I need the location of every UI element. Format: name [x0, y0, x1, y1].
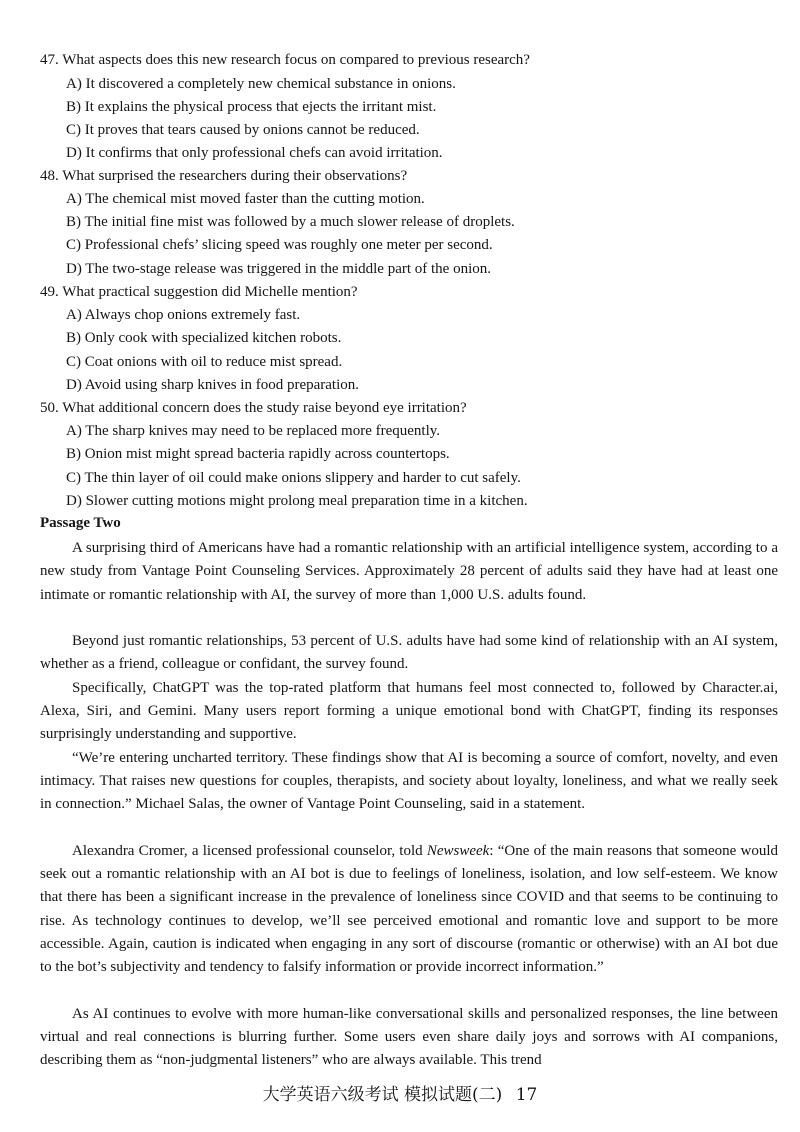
question-50-option-b: B) Onion mist might spread bacteria rapidly across countertops.: [66, 446, 450, 462]
question-49-option-b: B) Only cook with specialized kitchen robots.: [66, 330, 342, 346]
passage-paragraph-3: Specifically, ChatGPT was the top-rated platform that humans feel most connected to, followed by Character.ai, Alexa, Siri, and Gemini. Many users report forming a unique emotional bond with ChatGPT, finding its responses surprisingly understanding and supportive.: [40, 679, 778, 743]
question-48-option-a: A) The chemical mist moved faster than the cutting motion.: [66, 191, 425, 207]
question-47-option-b: B) It explains the physical process that ejects the irritant mist.: [66, 98, 437, 115]
question-49-option-c: C) Coat onions with oil to reduce mist spread.: [66, 353, 343, 370]
passage-paragraph-4: “We’re entering uncharted territory. These findings show that AI is becoming a source of comfort, novelty, and even intimacy. That raises new questions for couples, therapists, and society about loyalty, loneliness, and what we really seek in connection.” Michael Salas, the owner of Vantage Point Counseling, said in a statement.: [40, 749, 778, 813]
passage-paragraph-2: Beyond just romantic relationships, 53 percent of U.S. adults have had some kind of relationship with an AI system, whether as a friend, colleague or confidant, the survey found.: [40, 633, 778, 673]
question-48-option-c: C) Professional chefs’ slicing speed was roughly one meter per second.: [66, 237, 493, 253]
question-49-option-a: A) Always chop onions extremely fast.: [66, 307, 301, 323]
question-48-option-d: D) The two-stage release was triggered in the middle part of the onion.: [66, 260, 492, 277]
question-50-option-a: A) The sharp knives may need to be replaced more frequently.: [66, 423, 441, 439]
question-47-option-d: D) It confirms that only professional chefs can avoid irritation.: [66, 144, 443, 161]
question-48-option-b: B) The initial fine mist was followed by a much slower release of droplets.: [66, 214, 515, 230]
exam-title: 大学英语六级考试 模拟试题(二): [262, 1085, 503, 1105]
question-49-option-d: D) Avoid using sharp knives in food preparation.: [66, 376, 360, 393]
question-50-option-d: D) Slower cutting motions might prolong meal preparation time in a kitchen.: [66, 492, 528, 509]
page-number: 17: [515, 1085, 538, 1105]
question-49-stem: 49. What practical suggestion did Michelle mention?: [40, 283, 358, 300]
question-50-option-c: C) The thin layer of oil could make onions slippery and harder to cut safely.: [66, 469, 521, 486]
passage-title: Passage Two: [40, 515, 121, 531]
passage-paragraph-5: [40, 840, 778, 980]
question-47-option-c: C) It proves that tears caused by onions cannot be reduced.: [66, 121, 420, 138]
question-47-stem: 47. What aspects does this new research focus on compared to previous research?: [40, 52, 530, 68]
question-47-option-a: A) It discovered a completely new chemical substance in onions.: [66, 75, 456, 92]
passage-paragraph-6: As AI continues to evolve with more human-like conversational skills and personalized responses, the line between virtual and real connections is blurring further. Some users even share daily joys and sorrows with AI companions, describing them as “non-judgmental listeners” who are always available. This trend: [40, 1005, 778, 1069]
question-48-stem: 48. What surprised the researchers during their observations?: [40, 167, 408, 184]
page-footer: [0, 1084, 800, 1106]
publication-name: Newsweek: [426, 842, 490, 859]
paragraph-5-text: Alexandra Cromer, a licensed professional counselor, told Newsweek: “One of the main reasons that someone would seek out a romantic relationship with an AI bot is due to feelings of loneliness, isolation, and low self-esteem. We know that there has been a significant increase in the prevalence of loneliness since COVID and that seems to be continuing to rise. As technology continues to develop, we’ll see perceived emotional and romantic love and support to be more accessible. Again, caution is indicated when engaging in any sort of discourse (romantic or otherwise) with an AI bot due to the bot’s subjectivity and tendency to falsify information or provide incorrect information.”: [40, 842, 778, 976]
passage-paragraph-1: A surprising third of Americans have had a romantic relationship with an artificial intelligence system, according to a new study from Vantage Point Counseling Services. Approximately 28 percent of adults said they have had at least one intimate or romantic relationship with AI, the survey of more than 1,000 U.S. adults found.: [40, 540, 778, 603]
question-50-stem: 50. What additional concern does the study raise beyond eye irritation?: [40, 399, 467, 416]
